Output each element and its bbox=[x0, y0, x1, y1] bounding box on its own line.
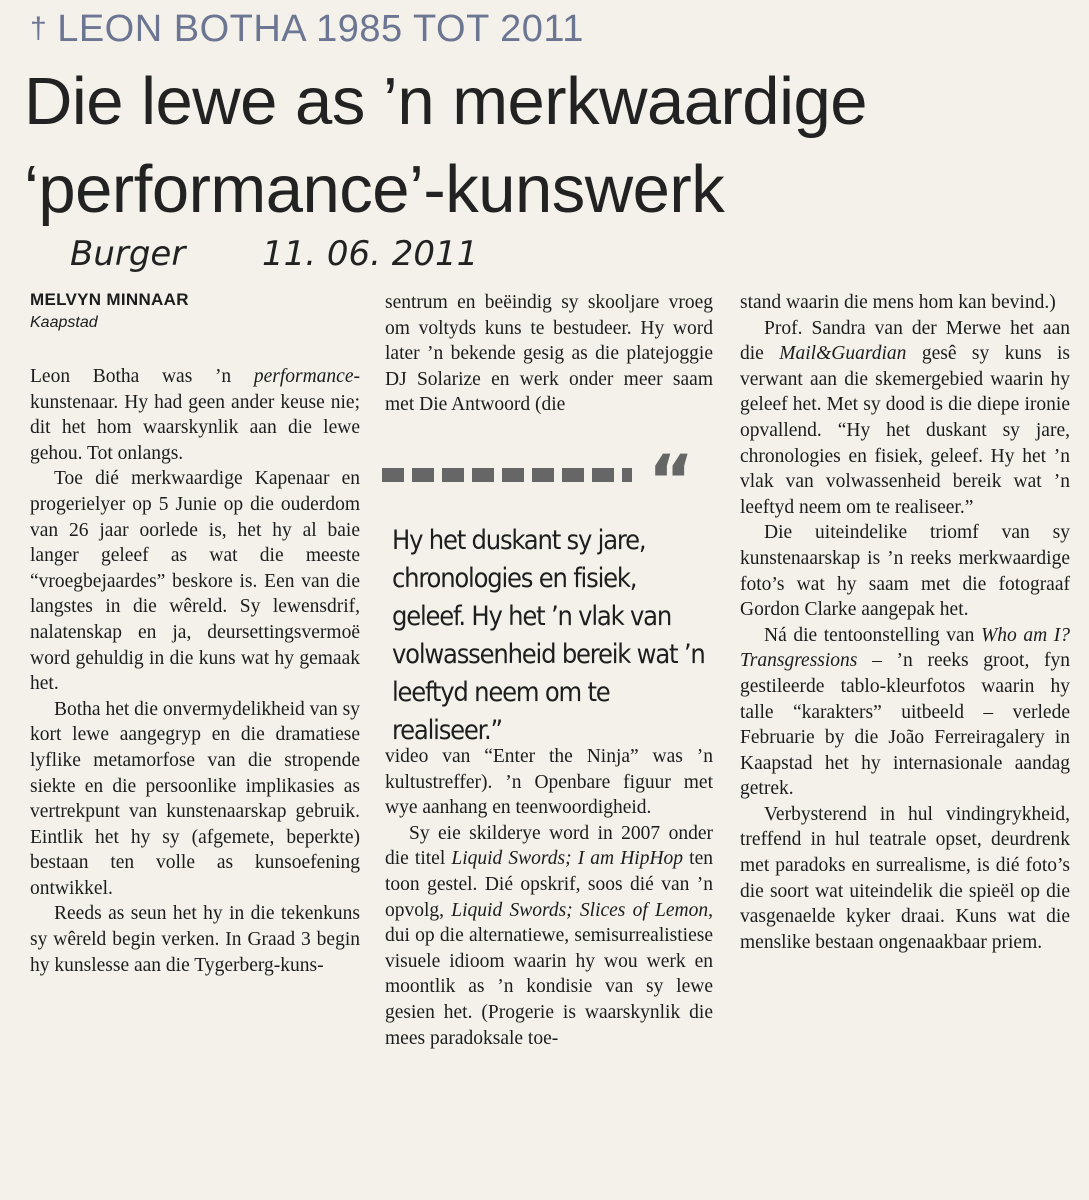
paragraph: Reeds as seun het hy in die tekenkuns sy wêreld begin verken. In Graad 3 begin hy kunslesse aan die Tygerberg-kuns- bbox=[30, 903, 360, 976]
text-run: dui op die alternatiewe, semisurrealistiese visuele idioom waarin hy wou werk en moontlik as ’n kondisie van sy lewe gesien het. (Progerie is waarskynlik die mees paradoksale toe- bbox=[385, 925, 713, 1049]
emphasis: Liquid Swords; I am HipHop bbox=[451, 848, 684, 870]
kicker-text: LEON BOTHA 1985 TOT 2011 bbox=[57, 8, 584, 50]
paragraph: Die uiteindelike triomf van sy kunstenaarskap is ’n reeks merkwaardige foto’s wat hy saam met die fotograaf Gordon Clarke aangepak het. bbox=[740, 522, 1070, 621]
column-2-bottom bbox=[385, 744, 713, 1051]
headline bbox=[24, 58, 1074, 234]
emphasis: Liquid Swords; Slices of Lemon, bbox=[451, 899, 714, 921]
text-run: Leon Botha was ’n bbox=[30, 366, 254, 387]
paragraph: Toe dié merkwaardige Kapenaar en progerielyer op 5 Junie op die ouderdom van 26 jaar oorlede is, het hy al baie langer geleef as wat die meeste “vroegbejaardes” beskore is. Een van die langstes in die wêreld. Sy lewensdrif, nalatenskap en ja, deursettingsvermoë word gehuldig in die kuns wat hy gemaak het. bbox=[30, 468, 360, 695]
text-run: gesê sy kuns is verwant aan die skemergebied waarin hy geleef het. Met sy dood is die diepe ironie opvallend. “Hy het duskant sy jare, chronologies en fisiek, geleef. Hy het ’n vlak van volwassenheid bereik wat ’n leeftyd neem om te realiseer.” bbox=[740, 343, 1070, 518]
paragraph: Botha het die onvermydelikheid van sy kort lewe aangegryp en die dramatiese lyflike metamorfose van die stropende siekte en die persoonlike implikasies as vertrekpunt van kunstenaarskap gebruik. Eintlik het hy sy (afgemete, beperkte) bestaan ten volle as kunsoefening ontwikkel. bbox=[30, 698, 360, 899]
text-run: Ná die tentoonstelling van bbox=[764, 624, 981, 646]
text-run: Prof. Sandra van der Merwe het aan die bbox=[740, 317, 1070, 365]
emphasis: Mail&Guardian bbox=[779, 343, 907, 365]
cross-icon: † bbox=[30, 12, 48, 45]
handwritten-source: Burger bbox=[70, 234, 186, 274]
paragraph: stand waarin die mens hom kan bevind.) bbox=[740, 292, 1056, 313]
emphasis: performance bbox=[253, 366, 354, 387]
column-2-top bbox=[385, 290, 713, 418]
byline bbox=[30, 290, 189, 332]
section-kicker bbox=[30, 8, 584, 51]
paragraph bbox=[385, 821, 713, 1051]
text-run: -kunstenaar. Hy had geen ander keuse nie; dit het hom waarskynlik aan die lewe gehou. Tot onlangs. bbox=[30, 366, 360, 464]
handwritten-date: 11. 06. 2011 bbox=[262, 234, 479, 274]
headline-line-1: Die lewe as ’n merkwaardige bbox=[24, 64, 867, 139]
column-1 bbox=[30, 364, 360, 978]
text-run: – ’n reeks groot, fyn gestileerde tablo-kleurfotos waarin hy talle “karakters” uitbeeld – verlede Februarie by die João Ferreiragalery in Kaapstad het hy internasionale aandag getrek. bbox=[740, 650, 1070, 800]
quote-mark-icon: “ bbox=[648, 440, 695, 522]
text-run: Sy eie skilderye word in 2007 onder die titel bbox=[385, 822, 713, 870]
paragraph bbox=[740, 316, 1070, 521]
pull-quote-rule bbox=[382, 468, 632, 482]
paragraph bbox=[740, 623, 1070, 802]
headline-line-2: ‘performance’-kunswerk bbox=[24, 152, 725, 227]
pull-quote: Hy het duskant sy jare, chronologies en fisiek, geleef. Hy het ’n vlak van volwassenheid bereik wat ’n leeftyd neem om te realiseer.” bbox=[392, 525, 705, 746]
emphasis: Who am I? Transgressions bbox=[740, 624, 1071, 672]
text-run: ten toon gestel. Dié opskrif, soos dié van ’n opvolg, bbox=[385, 848, 713, 921]
author-name: MELVYN MINNAAR bbox=[30, 290, 189, 309]
paragraph: Verbysterend in hul vindingrykheid, treffend in hul teatrale opset, deurdrenk met paradoks en surrealisme, is dié foto’s die soort wat uiteindelik die spieël op die vasgenaelde kyker draai. Kuns wat die menslike bestaan ongenaakbaar priem. bbox=[740, 803, 1070, 953]
dateline-place: Kaapstad bbox=[30, 314, 98, 331]
paragraph: video van “Enter the Ninja” was ’n kultustreffer). ’n Openbare figuur met wye aanhang en teenwoordigheid. bbox=[385, 746, 713, 819]
paragraph bbox=[30, 364, 360, 466]
paragraph: sentrum en beëindig sy skooljare vroeg om voltyds kuns te bestudeer. Hy word later ’n bekende gesig as die platejoggie DJ Solarize en werk onder meer saam met Die Antwoord (die bbox=[385, 292, 713, 416]
column-3 bbox=[740, 290, 1070, 955]
